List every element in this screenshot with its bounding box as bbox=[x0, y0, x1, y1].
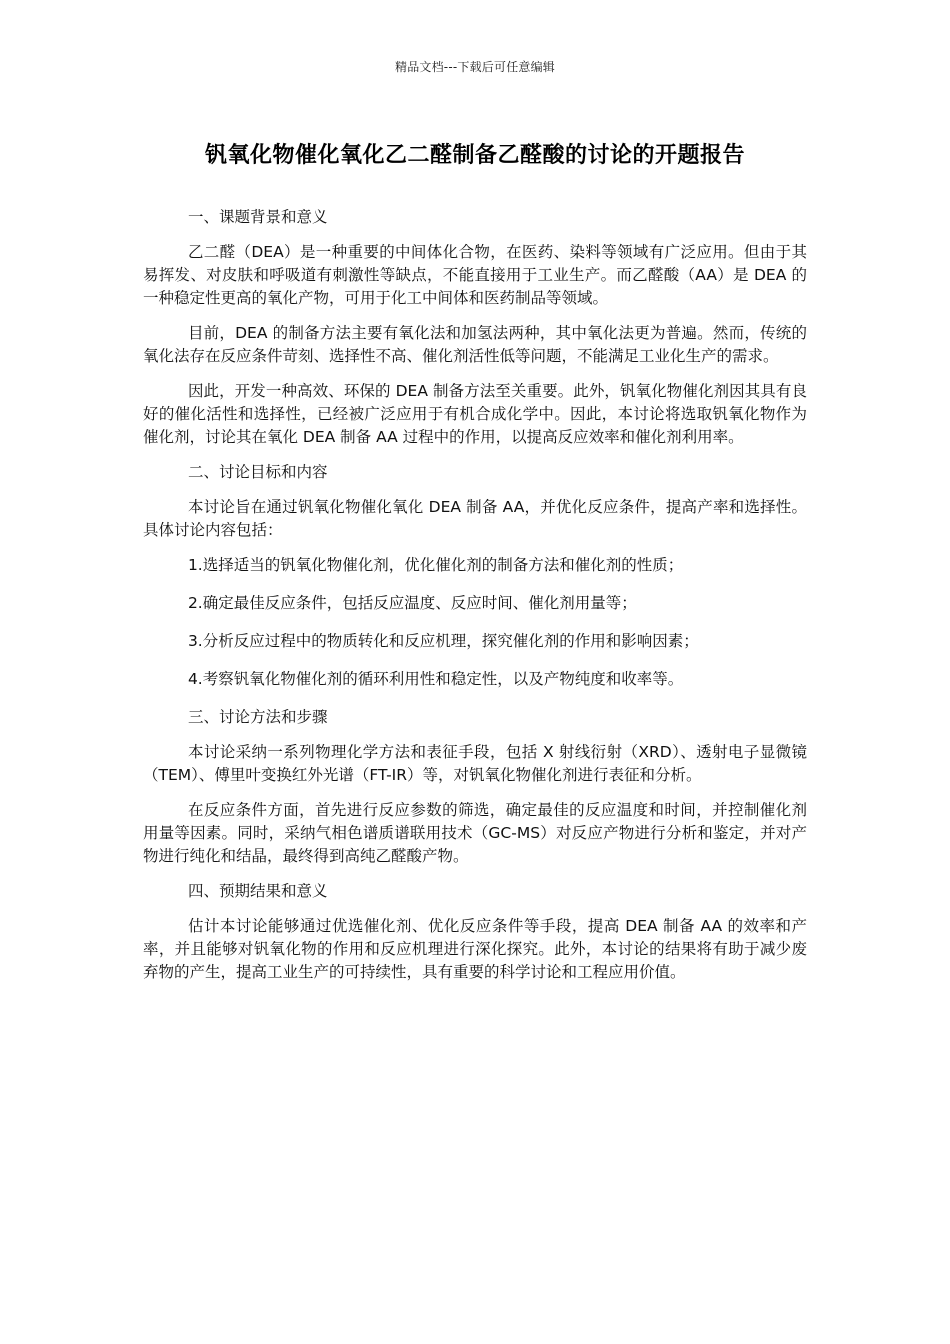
paragraph: 本讨论旨在通过钒氧化物催化氧化 DEA 制备 AA，并优化反应条件，提高产率和选择性。具体讨论内容包括： bbox=[143, 498, 807, 539]
paragraph: 在反应条件方面，首先进行反应参数的筛选，确定最佳的反应温度和时间，并控制催化剂用量等因素。同时，采纳气相色谱质谱联用技术（GC-MS）对反应产物进行分析和鉴定，并对产物进行纯化和结晶，最终得到高纯乙醛酸产物。 bbox=[143, 801, 807, 865]
section-heading-expected-results: 四、预期结果和意义 bbox=[187, 882, 328, 900]
section-heading-background: 一、课题背景和意义 bbox=[187, 208, 328, 226]
paragraph: 本讨论采纳一系列物理化学方法和表征手段，包括 X 射线衍射（XRD）、透射电子显微镜（TEM）、傅里叶变换红外光谱（FT-IR）等，对钒氧化物催化剂进行表征和分析。 bbox=[143, 743, 807, 784]
section-heading-methods: 三、讨论方法和步骤 bbox=[187, 708, 328, 726]
paragraph: 因此，开发一种高效、环保的 DEA 制备方法至关重要。此外，钒氧化物催化剂因其具有良好的催化活性和选择性，已经被广泛应用于有机合成化学中。因此，本讨论将选取钒氧化物作为催化剂，讨论其在氧化 DEA 制备 AA 过程中的作用，以提高反应效率和催化剂利用率。 bbox=[143, 382, 807, 446]
list-item: 1.选择适当的钒氧化物催化剂，优化催化剂的制备方法和催化剂的性质； bbox=[187, 556, 684, 574]
paragraph: 目前，DEA 的制备方法主要有氧化法和加氢法两种，其中氧化法更为普遍。然而，传统的氧化法存在反应条件苛刻、选择性不高、催化剂活性低等问题，不能满足工业化生产的需求。 bbox=[143, 324, 807, 365]
section-heading-objectives: 二、讨论目标和内容 bbox=[187, 463, 328, 481]
document-title: 钒氧化物催化氧化乙二醛制备乙醛酸的讨论的开题报告 bbox=[204, 143, 745, 168]
paragraph: 乙二醛（DEA）是一种重要的中间体化合物，在医药、染料等领域有广泛应用。但由于其易挥发、对皮肤和呼吸道有刺激性等缺点，不能直接用于工业生产。而乙醛酸（AA）是 DEA 的一种稳定性更高的氧化产物，可用于化工中间体和医药制品等领域。 bbox=[143, 243, 807, 307]
paragraph: 估计本讨论能够通过优选催化剂、优化反应条件等手段，提高 DEA 制备 AA 的效率和产率，并且能够对钒氧化物的作用和反应机理进行深化探究。此外，本讨论的结果将有助于减少废弃物的产生，提高工业生产的可持续性，具有重要的科学讨论和工程应用价值。 bbox=[143, 917, 807, 981]
document-body bbox=[143, 206, 807, 996]
list-item: 2.确定最佳反应条件，包括反应温度、反应时间、催化剂用量等； bbox=[187, 594, 637, 612]
list-item: 3.分析反应过程中的物质转化和反应机理，探究催化剂的作用和影响因素； bbox=[187, 632, 699, 650]
list-item: 4.考察钒氧化物催化剂的循环利用性和稳定性，以及产物纯度和收率等。 bbox=[187, 670, 684, 688]
header-note: 精品文档---下载后可任意编辑 bbox=[395, 60, 555, 74]
